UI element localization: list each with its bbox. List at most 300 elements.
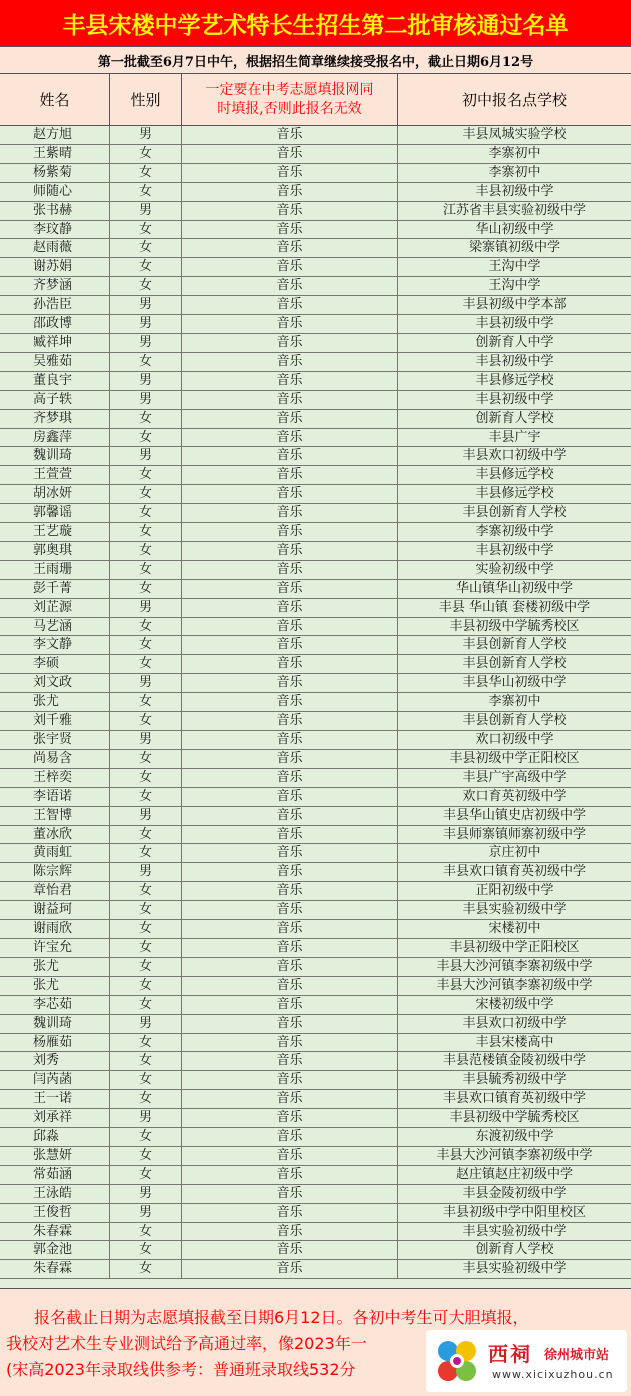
student-name: 王萱萱 (0, 466, 110, 484)
table-row (0, 1015, 631, 1034)
student-school: 丰县欢口初级中学 (462, 448, 567, 464)
footer-line-1: 报名截止日期为志愿填报截至日期6月12日。各初中考生可大胆填报， (34, 1308, 529, 1327)
table-row (0, 542, 631, 561)
student-gender: 男 (110, 296, 182, 314)
student-gender: 男 (110, 372, 182, 390)
student-gender: 男 (110, 1185, 182, 1203)
student-name: 王梓奕 (0, 769, 110, 787)
student-subject: 音乐 (182, 504, 398, 522)
student-school: 丰县范楼镇金陵初级中学 (442, 1053, 586, 1069)
page-title: 丰县宋楼中学艺术特长生招生第二批审核通过名单 (0, 0, 631, 47)
student-subject: 音乐 (182, 485, 398, 503)
student-name: 章怡君 (0, 882, 110, 900)
student-school: 创新育人学校 (475, 410, 554, 426)
student-gender: 女 (110, 939, 182, 957)
table-row (0, 863, 631, 882)
table-row (0, 1128, 631, 1147)
table-row (0, 1147, 631, 1166)
table-row (0, 1223, 631, 1242)
student-subject: 音乐 (182, 769, 398, 787)
student-name: 李硕 (0, 655, 110, 673)
student-name: 李语诺 (0, 788, 110, 806)
student-gender: 男 (110, 202, 182, 220)
student-school: 丰县初级中学 (475, 353, 554, 369)
student-subject: 音乐 (182, 977, 398, 995)
student-subject: 音乐 (182, 1090, 398, 1108)
student-school: 华山初级中学 (475, 221, 554, 237)
student-school: 丰县欢口镇育英初级中学 (442, 1091, 586, 1107)
student-school: 丰县华山初级中学 (462, 675, 567, 691)
student-name: 王一诺 (0, 1090, 110, 1108)
student-gender: 女 (110, 655, 182, 673)
student-subject: 音乐 (182, 221, 398, 239)
student-name: 闫芮菡 (0, 1071, 110, 1089)
student-name: 张慧妍 (0, 1147, 110, 1165)
student-subject: 音乐 (182, 447, 398, 465)
watermark-logo (426, 1330, 627, 1392)
table-row (0, 901, 631, 920)
student-school: 丰县修远学校 (475, 372, 554, 388)
student-subject: 音乐 (182, 1223, 398, 1241)
student-school: 丰县金陵初级中学 (462, 1185, 567, 1201)
watermark-brand: 西祠 (488, 1342, 532, 1366)
student-subject: 音乐 (182, 882, 398, 900)
table-row (0, 655, 631, 674)
student-school: 丰县修远学校 (475, 467, 554, 483)
student-gender: 女 (110, 750, 182, 768)
student-name: 赵雨薇 (0, 239, 110, 257)
table-row (0, 523, 631, 542)
student-name: 尚易含 (0, 750, 110, 768)
student-name: 刘承祥 (0, 1109, 110, 1127)
student-gender: 女 (110, 1166, 182, 1184)
student-gender: 女 (110, 920, 182, 938)
footer-line-2: 我校对艺术生专业测试给予高通过率，像2023年一 (6, 1334, 367, 1353)
student-school: 丰县实验初级中学 (462, 1223, 567, 1239)
student-name: 房鑫萍 (0, 429, 110, 447)
table-row (0, 996, 631, 1015)
student-name: 杨雁茹 (0, 1034, 110, 1052)
table-row (0, 429, 631, 448)
student-name: 刘千雅 (0, 712, 110, 730)
student-name: 王艺璇 (0, 523, 110, 541)
student-school: 丰县欢口镇育英初级中学 (442, 864, 586, 880)
table-row (0, 504, 631, 523)
table-row (0, 920, 631, 939)
table-row (0, 750, 631, 769)
student-name: 王雨珊 (0, 561, 110, 579)
student-gender: 男 (110, 447, 182, 465)
table-row (0, 126, 631, 145)
student-subject: 音乐 (182, 258, 398, 276)
student-name: 刘芷源 (0, 599, 110, 617)
student-name: 赵方旭 (0, 126, 110, 144)
student-name: 邵政博 (0, 315, 110, 333)
student-name: 董良宇 (0, 372, 110, 390)
student-subject: 音乐 (182, 807, 398, 825)
student-school: 欢口育英初级中学 (462, 788, 567, 804)
student-subject: 音乐 (182, 1109, 398, 1127)
student-subject: 音乐 (182, 599, 398, 617)
student-school: 丰县师寨镇师寨初级中学 (442, 826, 586, 842)
student-gender: 女 (110, 258, 182, 276)
student-name: 齐梦琪 (0, 410, 110, 428)
student-subject: 音乐 (182, 561, 398, 579)
table-row (0, 882, 631, 901)
student-subject: 音乐 (182, 296, 398, 314)
student-subject: 音乐 (182, 674, 398, 692)
student-school: 丰县初级中学毓秀校区 (449, 1110, 580, 1126)
header-note-line1: 一定要在中考志愿填报网同 (205, 81, 374, 98)
table-row (0, 202, 631, 221)
footer-line-3: (宋高2023年录取线供参考：普通班录取线532分 (6, 1360, 356, 1379)
student-school: 丰县初级中学正阳校区 (449, 939, 580, 955)
student-name: 郭奥琪 (0, 542, 110, 560)
table-row (0, 221, 631, 240)
student-school: 丰县大沙河镇李寨初级中学 (436, 977, 593, 993)
student-gender: 女 (110, 712, 182, 730)
student-school: 丰县大沙河镇李寨初级中学 (436, 958, 593, 974)
student-gender: 女 (110, 769, 182, 787)
student-subject: 音乐 (182, 731, 398, 749)
student-subject: 音乐 (182, 750, 398, 768)
student-subject: 音乐 (182, 277, 398, 295)
table-row (0, 1071, 631, 1090)
student-subject: 音乐 (182, 542, 398, 560)
table-row (0, 277, 631, 296)
student-gender: 女 (110, 693, 182, 711)
student-name: 吴雅茹 (0, 353, 110, 371)
student-gender: 女 (110, 1128, 182, 1146)
student-school: 丰县修远学校 (475, 486, 554, 502)
table-row (0, 788, 631, 807)
header-gender: 性别 (110, 74, 182, 125)
student-name: 魏训琦 (0, 447, 110, 465)
student-subject: 音乐 (182, 239, 398, 257)
student-gender: 男 (110, 391, 182, 409)
student-school: 京庄初中 (488, 845, 541, 861)
student-gender: 女 (110, 164, 182, 182)
student-subject: 音乐 (182, 636, 398, 654)
student-school: 李寨初中 (488, 164, 541, 180)
table-row (0, 296, 631, 315)
pinwheel-logo-icon (432, 1336, 482, 1386)
student-subject: 音乐 (182, 1185, 398, 1203)
student-school: 丰县实验初级中学 (462, 1261, 567, 1277)
student-school: 丰县华山镇史店初级中学 (442, 807, 586, 823)
student-gender: 女 (110, 844, 182, 862)
student-school: 创新育人学校 (475, 1242, 554, 1258)
student-name: 高子轶 (0, 391, 110, 409)
student-school: 丰县凤城实验学校 (462, 127, 567, 142)
student-subject: 音乐 (182, 655, 398, 673)
table-row (0, 636, 631, 655)
student-gender: 女 (110, 523, 182, 541)
student-name: 邱淼 (0, 1128, 110, 1146)
student-name: 常茹涵 (0, 1166, 110, 1184)
student-subject: 音乐 (182, 826, 398, 844)
student-school: 丰县广宇 (488, 429, 541, 445)
student-gender: 男 (110, 334, 182, 352)
student-name: 王紫晴 (0, 145, 110, 163)
table-row (0, 580, 631, 599)
student-gender: 女 (110, 1260, 182, 1278)
student-gender: 男 (110, 126, 182, 144)
student-subject: 音乐 (182, 712, 398, 730)
student-school: 正阳初级中学 (475, 883, 554, 899)
student-gender: 女 (110, 183, 182, 201)
student-subject: 音乐 (182, 126, 398, 144)
student-name: 朱春霖 (0, 1223, 110, 1241)
student-subject: 音乐 (182, 939, 398, 957)
student-subject: 音乐 (182, 1241, 398, 1259)
table-row (0, 599, 631, 618)
student-subject: 音乐 (182, 315, 398, 333)
student-subject: 音乐 (182, 202, 398, 220)
student-subject: 音乐 (182, 788, 398, 806)
student-name: 郭馨谣 (0, 504, 110, 522)
student-school: 丰县初级中学 (475, 183, 554, 199)
student-name: 董冰欣 (0, 826, 110, 844)
table-row (0, 769, 631, 788)
student-school: 欢口初级中学 (475, 732, 554, 747)
student-school: 宋楼初级中学 (475, 996, 554, 1012)
student-subject: 音乐 (182, 1204, 398, 1222)
student-name: 马艺涵 (0, 618, 110, 636)
table-row (0, 844, 631, 863)
table-row (0, 164, 631, 183)
student-gender: 女 (110, 636, 182, 654)
header-note (182, 74, 398, 125)
table-row (0, 1109, 631, 1128)
student-gender: 女 (110, 353, 182, 371)
student-gender: 男 (110, 1015, 182, 1033)
table-body (0, 126, 631, 1279)
student-gender: 男 (110, 1109, 182, 1127)
student-name: 谢益珂 (0, 901, 110, 919)
student-school: 丰县初级中学中阳里校区 (442, 1204, 586, 1220)
student-subject: 音乐 (182, 1147, 398, 1165)
student-school: 丰县宋楼高中 (475, 1034, 554, 1050)
student-subject: 音乐 (182, 1260, 398, 1278)
table-row (0, 1090, 631, 1109)
student-gender: 男 (110, 315, 182, 333)
student-name: 李玟静 (0, 221, 110, 239)
student-subject: 音乐 (182, 334, 398, 352)
table-row (0, 1260, 631, 1279)
student-school: 丰县初级中学毓秀校区 (449, 618, 580, 634)
table-row (0, 145, 631, 164)
student-name: 谢苏娟 (0, 258, 110, 276)
table-header (0, 74, 631, 126)
student-gender: 女 (110, 1052, 182, 1070)
student-name: 胡冰妍 (0, 485, 110, 503)
watermark-url: www.xicixuzhou.cn (492, 1368, 614, 1381)
student-gender: 女 (110, 221, 182, 239)
student-subject: 音乐 (182, 1034, 398, 1052)
student-name: 谢雨欣 (0, 920, 110, 938)
table-row (0, 674, 631, 693)
student-gender: 女 (110, 542, 182, 560)
table-row (0, 1185, 631, 1204)
table-row (0, 1204, 631, 1223)
student-gender: 女 (110, 882, 182, 900)
student-school: 丰县创新育人学校 (462, 637, 567, 653)
student-name: 魏训琦 (0, 1015, 110, 1033)
student-subject: 音乐 (182, 523, 398, 541)
student-school: 梁寨镇初级中学 (468, 240, 560, 256)
student-school: 丰县 华山镇 套楼初级中学 (438, 599, 591, 615)
student-subject: 音乐 (182, 145, 398, 163)
table-row (0, 485, 631, 504)
subtitle-notice: 第一批截至6月7日中午，根据招生简章继续接受报名中，截止日期6月12号 (0, 47, 631, 74)
table-row (0, 353, 631, 372)
student-name: 朱春霖 (0, 1260, 110, 1278)
student-name: 许宝允 (0, 939, 110, 957)
header-school: 初中报名点学校 (461, 91, 567, 109)
student-subject: 音乐 (182, 372, 398, 390)
student-gender: 女 (110, 826, 182, 844)
student-name: 李芯茹 (0, 996, 110, 1014)
student-school: 丰县毓秀初级中学 (462, 1072, 567, 1088)
student-name: 郭金池 (0, 1241, 110, 1259)
student-subject: 音乐 (182, 183, 398, 201)
student-school: 丰县实验初级中学 (462, 902, 567, 918)
student-name: 陈宗辉 (0, 863, 110, 881)
watermark-city: 徐州城市站 (544, 1348, 610, 1363)
student-subject: 音乐 (182, 693, 398, 711)
table-row (0, 258, 631, 277)
student-school: 创新育人中学 (475, 334, 554, 350)
student-gender: 女 (110, 996, 182, 1014)
header-name: 姓名 (0, 74, 110, 125)
table-row (0, 466, 631, 485)
student-name: 王智博 (0, 807, 110, 825)
student-school: 丰县大沙河镇李寨初级中学 (436, 1147, 593, 1163)
student-subject: 音乐 (182, 901, 398, 919)
student-gender: 女 (110, 485, 182, 503)
student-school: 丰县创新育人学校 (462, 656, 567, 672)
student-gender: 女 (110, 1071, 182, 1089)
table-row (0, 1052, 631, 1071)
table-row (0, 561, 631, 580)
student-gender: 女 (110, 504, 182, 522)
student-subject: 音乐 (182, 1166, 398, 1184)
student-gender: 女 (110, 958, 182, 976)
student-subject: 音乐 (182, 618, 398, 636)
student-school: 李寨初级中学 (475, 524, 554, 540)
table-row (0, 239, 631, 258)
student-gender: 女 (110, 788, 182, 806)
student-school: 赵庄镇赵庄初级中学 (455, 1166, 573, 1182)
table-row (0, 1241, 631, 1260)
student-gender: 女 (110, 977, 182, 995)
student-name: 张书赫 (0, 202, 110, 220)
table-row (0, 939, 631, 958)
student-subject: 音乐 (182, 920, 398, 938)
student-school: 丰县广宇高级中学 (462, 769, 567, 785)
table-row (0, 977, 631, 996)
student-school: 丰县欢口初级中学 (462, 1015, 567, 1031)
student-gender: 女 (110, 466, 182, 484)
student-subject: 音乐 (182, 958, 398, 976)
student-subject: 音乐 (182, 466, 398, 484)
student-name: 张尤 (0, 693, 110, 711)
student-subject: 音乐 (182, 410, 398, 428)
student-subject: 音乐 (182, 996, 398, 1014)
student-name: 杨紫菊 (0, 164, 110, 182)
table-row (0, 1034, 631, 1053)
table-row (0, 826, 631, 845)
student-gender: 男 (110, 731, 182, 749)
student-school: 丰县创新育人学校 (462, 713, 567, 729)
table-row (0, 372, 631, 391)
student-gender: 女 (110, 277, 182, 295)
student-name: 王俊哲 (0, 1204, 110, 1222)
student-school: 丰县初级中学 (475, 316, 554, 332)
student-gender: 女 (110, 618, 182, 636)
student-name: 彭千菁 (0, 580, 110, 598)
student-school: 丰县初级中学 (475, 391, 554, 407)
student-gender: 女 (110, 1223, 182, 1241)
student-school: 东渡初级中学 (475, 1129, 554, 1145)
student-gender: 女 (110, 580, 182, 598)
table-row (0, 731, 631, 750)
table-row (0, 447, 631, 466)
table-row (0, 618, 631, 637)
student-school: 江苏省丰县实验初级中学 (442, 202, 586, 218)
student-gender: 女 (110, 1147, 182, 1165)
student-gender: 女 (110, 429, 182, 447)
table-row (0, 807, 631, 826)
table-row (0, 334, 631, 353)
student-gender: 男 (110, 674, 182, 692)
student-subject: 音乐 (182, 353, 398, 371)
student-subject: 音乐 (182, 1128, 398, 1146)
student-school: 李寨初中 (488, 694, 541, 710)
student-name: 齐梦涵 (0, 277, 110, 295)
student-school: 宋楼初中 (488, 921, 541, 937)
table-row (0, 410, 631, 429)
student-name: 刘文政 (0, 674, 110, 692)
student-subject: 音乐 (182, 391, 398, 409)
student-school: 王沟中学 (488, 278, 541, 294)
student-gender: 男 (110, 807, 182, 825)
student-name: 王泳皓 (0, 1185, 110, 1203)
student-name: 李文静 (0, 636, 110, 654)
student-gender: 男 (110, 599, 182, 617)
table-row (0, 693, 631, 712)
student-subject: 音乐 (182, 1052, 398, 1070)
header-note-line2: 时填报,否则此报名无效 (217, 100, 362, 117)
student-name: 师随心 (0, 183, 110, 201)
student-subject: 音乐 (182, 1015, 398, 1033)
student-name: 刘秀 (0, 1052, 110, 1070)
student-subject: 音乐 (182, 863, 398, 881)
student-subject: 音乐 (182, 429, 398, 447)
student-gender: 女 (110, 145, 182, 163)
table-row (0, 958, 631, 977)
student-school: 丰县创新育人学校 (462, 505, 567, 521)
student-gender: 男 (110, 1204, 182, 1222)
student-name: 张宇贤 (0, 731, 110, 749)
student-gender: 女 (110, 901, 182, 919)
table-row (0, 712, 631, 731)
student-school: 实验初级中学 (475, 561, 554, 577)
student-name: 孙浩臣 (0, 296, 110, 314)
student-name: 臧祥坤 (0, 334, 110, 352)
student-school: 丰县初级中学 (475, 542, 554, 558)
